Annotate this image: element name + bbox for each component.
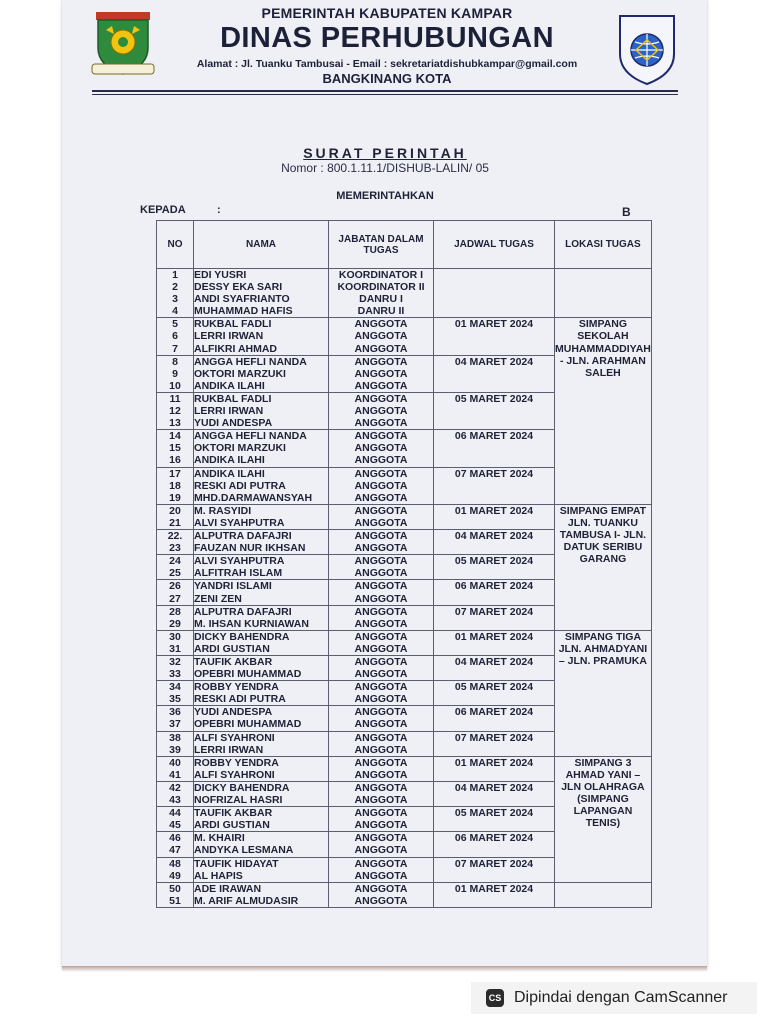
row-positions [329,630,434,655]
cell-line: 34 [169,681,181,694]
row-positions [329,580,434,605]
cell-line: ARDI GUSTIAN [194,819,270,832]
cell-line: 15 [169,442,181,455]
table-row [157,269,652,318]
row-numbers [157,430,194,467]
cell-line: ANGGOTA [354,592,408,605]
cell-line: 19 [169,491,181,504]
letter-title: SURAT PERINTAH [303,145,467,161]
cell-line: ANGGOTA [354,768,408,781]
cell-line: LERRI IRWAN [194,330,264,343]
cell-line: 48 [169,857,181,870]
row-names [194,318,329,355]
cell-line: 45 [169,819,181,832]
row-schedule-date: 01 MARET 2024 [434,504,555,529]
cell-line: ANGGOTA [354,656,408,668]
section-letter: B [622,205,631,219]
row-positions [329,857,434,882]
row-names [194,392,329,429]
cell-line: ANGGOTA [354,857,408,870]
cell-line: 47 [169,844,181,857]
row-names [194,467,329,504]
row-names [194,605,329,630]
row-positions [329,318,434,355]
cell-line: ANGGOTA [354,743,408,756]
row-schedule-date: 06 MARET 2024 [434,706,555,731]
cell-line: 32 [169,656,181,668]
cell-line: 16 [169,454,181,467]
header-location: LOKASI TUGAS [555,221,652,269]
row-numbers [157,706,194,731]
department-city: BANGKINANG KOTA [322,71,452,86]
row-names [194,580,329,605]
cell-line: 36 [169,706,181,719]
cell-line: OPEBRI MUHAMMAD [194,718,302,731]
cell-line: 18 [169,479,181,492]
row-schedule-date: 07 MARET 2024 [434,731,555,756]
cell-line: ANGGOTA [354,731,408,744]
cell-line: ANGGOTA [354,318,408,331]
row-positions [329,605,434,630]
row-names [194,832,329,857]
cell-line: 13 [169,417,181,430]
cell-line: 37 [169,718,181,731]
cell-line: RESKI ADI PUTRA [194,479,286,492]
cell-line: ANGGOTA [354,718,408,731]
cell-line: 41 [169,768,181,781]
row-numbers [157,656,194,681]
row-positions [329,731,434,756]
cell-line: ANGGOTA [354,467,408,480]
cell-line: 17 [169,467,181,480]
cell-line: 30 [169,630,181,643]
cell-line: AL HAPIS [194,869,243,882]
row-schedule-date: 05 MARET 2024 [434,392,555,429]
row-schedule-date: 06 MARET 2024 [434,832,555,857]
table-row [157,882,652,907]
row-names [194,555,329,580]
row-numbers [157,355,194,392]
cell-line: ANGGOTA [354,756,408,769]
header-name: NAMA [194,221,329,269]
cell-line: ANGGOTA [354,417,408,430]
department-address: Alamat : Jl. Tuanku Tambusai - Email : sekretariatdishubkampar@gmail.com [196,58,578,70]
cell-line: LERRI IRWAN [194,405,264,418]
cell-line: OPEBRI MUHAMMAD [194,668,302,681]
cell-line: KOORDINATOR II [337,281,425,294]
cell-line: 28 [169,605,181,618]
cell-line: ANDIKA ILAHI [194,467,265,480]
cell-line: 42 [169,781,181,794]
cell-line: ANGGOTA [354,894,408,907]
cell-line: ROBBY YENDRA [194,756,279,769]
cell-line: ANGGOTA [354,430,408,443]
camscanner-badge [471,982,757,1014]
row-positions [329,555,434,580]
perhubungan-emblem-icon [616,10,678,86]
letterhead [62,0,707,100]
camscanner-logo-icon: CS [486,989,504,1007]
row-numbers [157,580,194,605]
cell-line: ANGGOTA [354,605,408,618]
row-schedule-date: 07 MARET 2024 [434,857,555,882]
cell-line: ANGGOTA [354,479,408,492]
cell-line: 20 [169,504,181,517]
cell-line: ANGGOTA [354,642,408,655]
row-positions [329,756,434,781]
cell-line: 21 [169,516,181,529]
row-location [555,269,652,318]
cell-line: ANGGOTA [354,681,408,694]
cell-line: ANGGOTA [354,355,408,368]
row-names [194,731,329,756]
cell-line: DANRU II [357,305,405,318]
cell-line: 10 [169,379,181,392]
row-positions [329,807,434,832]
row-names [194,807,329,832]
cell-line: DICKY BAHENDRA [194,630,290,643]
row-location: SIMPANG TIGA JLN. AHMADYANI – JLN. PRAMUKA [555,630,652,756]
cell-line: ANDYKA LESMANA [194,844,294,857]
cell-line: 7 [172,342,178,355]
row-numbers [157,807,194,832]
row-schedule-date: 01 MARET 2024 [434,630,555,655]
row-positions [329,392,434,429]
cell-line: ALVI SYAHPUTRA [194,555,285,568]
cell-line: M. RASYIDI [194,504,252,517]
government-name: PEMERINTAH KABUPATEN KAMPAR [261,5,513,21]
cell-line: ANGGOTA [354,630,408,643]
cell-line: KOORDINATOR I [338,269,424,281]
cell-line: 4 [172,305,178,318]
cell-line: ANGGOTA [354,454,408,467]
cell-line: ALPUTRA DAFAJRI [194,530,292,543]
row-positions [329,681,434,706]
row-schedule-date: 04 MARET 2024 [434,781,555,806]
cell-line: ANGGOTA [354,706,408,719]
department-name: DINAS PERHUBUNGAN [220,22,554,54]
cell-line: 8 [172,355,178,368]
cell-line: ANDIKA ILAHI [194,379,265,392]
cell-line: TAUFIK HIDAYAT [194,857,279,870]
cell-line: 35 [169,693,181,706]
row-numbers [157,832,194,857]
cell-line: ANGGOTA [354,869,408,882]
letter-number: Nomor : 800.1.11.1/DISHUB-LALIN/ 05 [281,161,489,175]
cell-line: MHD.DARMAWANSYAH [194,491,313,504]
cell-line: ALVI SYAHPUTRA [194,516,285,529]
row-numbers [157,630,194,655]
letter-command: MEMERINTAHKAN [336,190,434,202]
table-row [157,318,652,355]
cell-line: ANGGOTA [354,392,408,405]
row-names [194,706,329,731]
cell-line: MUHAMMAD HAFIS [194,305,293,318]
row-positions [329,832,434,857]
cell-line: RUKBAL FADLI [194,318,272,331]
row-schedule-date: 01 MARET 2024 [434,882,555,907]
table-row [157,630,652,655]
cell-line: ANGGOTA [354,693,408,706]
row-schedule-date [434,269,555,318]
row-numbers [157,555,194,580]
cell-line: YANDRI ISLAMI [194,580,272,593]
row-names [194,430,329,467]
row-names [194,504,329,529]
row-location: SIMPANG SEKOLAH MUHAMMADDIYAH - JLN. ARAHMAN SALEH [555,318,652,504]
cell-line: ALFI SYAHRONI [194,731,275,744]
cell-line: M. ARIF ALMUDASIR [194,894,299,907]
row-positions [329,706,434,731]
row-positions [329,269,434,318]
row-numbers [157,605,194,630]
cell-line: ADE IRAWAN [194,882,262,895]
cell-line: 38 [169,731,181,744]
row-schedule-date: 01 MARET 2024 [434,318,555,355]
row-numbers [157,392,194,429]
row-schedule-date: 06 MARET 2024 [434,430,555,467]
row-numbers [157,681,194,706]
cell-line: ANGGOTA [354,668,408,681]
cell-line: TAUFIK AKBAR [194,656,273,668]
row-location: SIMPANG 3 AHMAD YANI – JLN OLAHRAGA (SIMPANG LAPANGAN TENIS) [555,756,652,882]
cell-line: RESKI ADI PUTRA [194,693,286,706]
cell-line: ARDI GUSTIAN [194,642,270,655]
header-no: NO [157,221,194,269]
cell-line: ANGGOTA [354,530,408,543]
row-schedule-date: 04 MARET 2024 [434,530,555,555]
cell-line: FAUZAN NUR IKHSAN [194,542,306,555]
cell-line: ANGGA HEFLI NANDA [194,355,307,368]
row-numbers [157,731,194,756]
cell-line: 43 [169,794,181,807]
row-schedule-date: 05 MARET 2024 [434,555,555,580]
row-names [194,355,329,392]
cell-line: ANGGOTA [354,580,408,593]
row-names [194,781,329,806]
row-location [555,882,652,907]
header-schedule: JADWAL TUGAS [434,221,555,269]
scanned-document [62,0,707,969]
row-names [194,756,329,781]
row-names [194,656,329,681]
cell-line: ALFITRAH ISLAM [194,567,283,580]
cell-line: 25 [169,567,181,580]
cell-line: ALFI SYAHRONI [194,768,275,781]
cell-line: 22. [167,530,183,543]
cell-line: OKTORI MARZUKI [194,367,286,380]
row-numbers [157,530,194,555]
cell-line: 12 [169,405,181,418]
cell-line: OKTORI MARZUKI [194,442,286,455]
letterhead-divider-thin [92,94,678,95]
row-numbers [157,781,194,806]
row-schedule-date: 01 MARET 2024 [434,756,555,781]
cell-line: 44 [169,807,181,820]
cell-line: 11 [169,392,181,405]
cell-line: ANGGOTA [354,555,408,568]
cell-line: ANGGOTA [354,342,408,355]
cell-line: ANGGOTA [354,442,408,455]
cell-line: 2 [172,281,178,294]
row-location: SIMPANG EMPAT JLN. TUANKU TAMBUSA I- JLN. DATUK SERIBU GARANG [555,504,652,630]
cell-line: 1 [172,269,178,281]
cell-line: ANGGOTA [354,491,408,504]
table-row [157,756,652,781]
recipient-label: KEPADA [140,204,186,216]
cell-line: ANGGOTA [354,807,408,820]
cell-line: ANGGOTA [354,781,408,794]
kampar-regency-emblem-icon [90,8,156,80]
row-numbers [157,882,194,907]
row-numbers [157,756,194,781]
cell-line: ZENI ZEN [194,592,242,605]
cell-line: ANGGOTA [354,330,408,343]
row-positions [329,530,434,555]
row-numbers [157,318,194,355]
row-names [194,630,329,655]
cell-line: ANGGOTA [354,542,408,555]
header-position: JABATAN DALAM TUGAS [329,221,434,269]
cell-line: ANGGA HEFLI NANDA [194,430,307,443]
cell-line: 23 [169,542,181,555]
cell-line: 39 [169,743,181,756]
cell-line: NOFRIZAL HASRI [194,794,283,807]
cell-line: ANDIKA ILAHI [194,454,265,467]
cell-line: DESSY EKA SARI [194,281,283,294]
duty-roster-table [156,220,652,908]
cell-line: RUKBAL FADLI [194,392,272,405]
cell-line: YUDI ANDESPA [194,706,273,719]
row-positions [329,430,434,467]
cell-line: 6 [172,330,178,343]
recipient-colon: : [217,204,221,216]
cell-line: ANGGOTA [354,516,408,529]
paper-edge [62,966,707,972]
cell-line: ANGGOTA [354,379,408,392]
cell-line: M. KHAIRI [194,832,245,845]
cell-line: ANGGOTA [354,367,408,380]
cell-line: 31 [169,642,181,655]
row-schedule-date: 04 MARET 2024 [434,355,555,392]
row-schedule-date: 05 MARET 2024 [434,681,555,706]
row-numbers [157,504,194,529]
row-names [194,530,329,555]
cell-line: 40 [169,756,181,769]
row-positions [329,656,434,681]
row-numbers [157,467,194,504]
cell-line: ANGGOTA [354,844,408,857]
cell-line: TAUFIK AKBAR [194,807,273,820]
cell-line: ANGGOTA [354,882,408,895]
cell-line: ANGGOTA [354,405,408,418]
cell-line: EDI YUSRI [194,269,247,281]
cell-line: ANGGOTA [354,832,408,845]
row-schedule-date: 06 MARET 2024 [434,580,555,605]
cell-line: 9 [172,367,178,380]
row-names [194,681,329,706]
row-schedule-date: 04 MARET 2024 [434,656,555,681]
row-names [194,857,329,882]
table-body [157,269,652,908]
row-schedule-date: 07 MARET 2024 [434,467,555,504]
cell-line: LERRI IRWAN [194,743,264,756]
table-header-row [157,221,652,269]
row-names [194,269,329,318]
cell-line: ANGGOTA [354,819,408,832]
camscanner-text: Dipindai dengan CamScanner [514,989,728,1006]
cell-line: ALFIKRI AHMAD [194,342,278,355]
row-positions [329,882,434,907]
row-numbers [157,269,194,318]
cell-line: 24 [169,555,181,568]
cell-line: 51 [169,894,181,907]
cell-line: 26 [169,580,181,593]
row-schedule-date: 05 MARET 2024 [434,807,555,832]
row-names [194,882,329,907]
cell-line: M. IHSAN KURNIAWAN [194,617,309,630]
row-positions [329,467,434,504]
cell-line: 46 [169,832,181,845]
cell-line: ALPUTRA DAFAJRI [194,605,292,618]
cell-line: 50 [169,882,181,895]
cell-line: 14 [169,430,181,443]
cell-line: 33 [169,668,181,681]
row-schedule-date: 07 MARET 2024 [434,605,555,630]
cell-line: ANGGOTA [354,794,408,807]
cell-line: ANGGOTA [354,504,408,517]
cell-line: DICKY BAHENDRA [194,781,290,794]
cell-line: 5 [172,318,178,331]
table-row [157,504,652,529]
cell-line: ANGGOTA [354,617,408,630]
cell-line: ANDI SYAFRIANTO [194,293,290,306]
row-positions [329,355,434,392]
cell-line: ANGGOTA [354,567,408,580]
cell-line: YUDI ANDESPA [194,417,273,430]
cell-line: 3 [172,293,178,306]
cell-line: 49 [169,869,181,882]
cell-line: DANRU I [359,293,403,306]
letterhead-divider [92,90,678,92]
cell-line: 29 [169,617,181,630]
row-numbers [157,857,194,882]
cell-line: ROBBY YENDRA [194,681,279,694]
row-positions [329,781,434,806]
cell-line: 27 [169,592,181,605]
row-positions [329,504,434,529]
